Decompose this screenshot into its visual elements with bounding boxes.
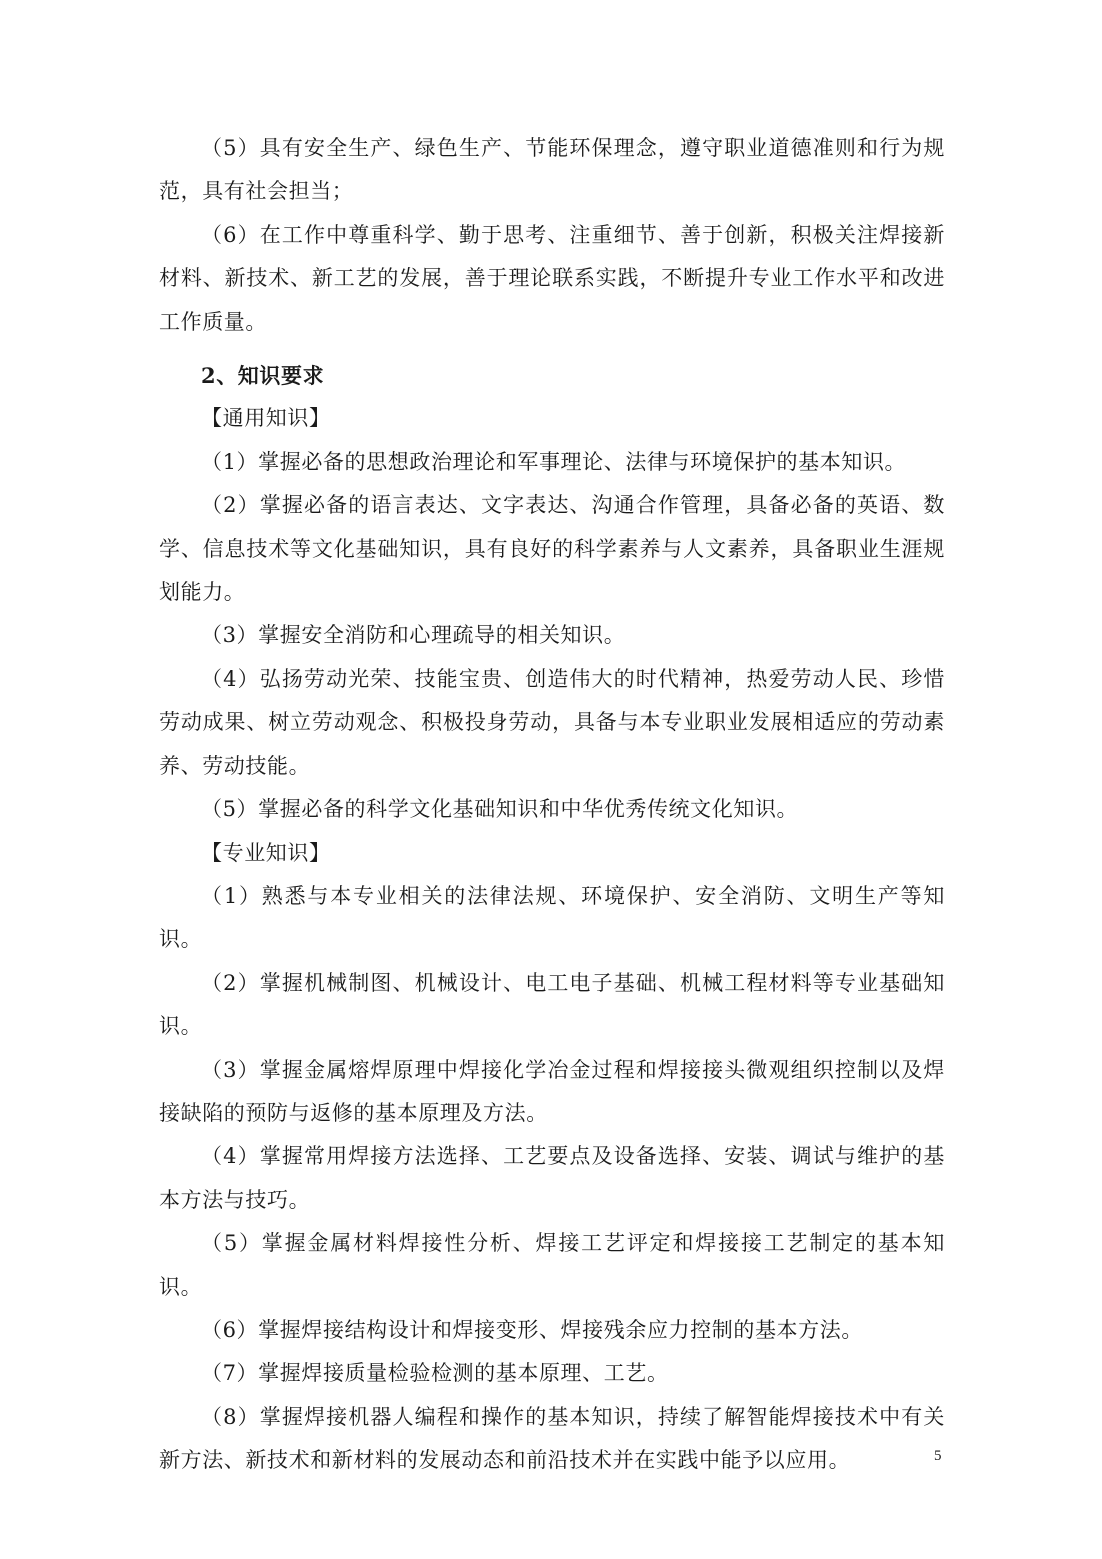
professional-knowledge-item-7: （7）掌握焊接质量检验检测的基本原理、工艺。 (201, 1361, 669, 1386)
general-knowledge-item-3: （3）掌握安全消防和心理疏导的相关知识。 (201, 623, 626, 648)
section-heading-knowledge: 2、知识要求 (201, 363, 325, 389)
professional-knowledge-label: 【专业知识】 (201, 840, 331, 865)
general-knowledge-label: 【通用知识】 (201, 406, 331, 431)
paragraph-attitude-5: （5）具有安全生产、绿色生产、节能环保理念，遵守职业道德准则和行为规范，具有社会担当； (159, 136, 945, 204)
page-number: 5 (934, 1448, 942, 1464)
professional-knowledge-item-5: （5）掌握金属材料焊接性分析、焊接工艺评定和焊接接工艺制定的基本知识。 (159, 1231, 945, 1299)
general-knowledge-item-1: （1）掌握必备的思想政治理论和军事理论、法律与环境保护的基本知识。 (201, 449, 907, 474)
general-knowledge-item-2: （2）掌握必备的语言表达、文字表达、沟通合作管理，具备必备的英语、数学、信息技术等文化基础知识，具有良好的科学素养与人文素养，具备职业生涯规划能力。 (159, 493, 945, 605)
professional-knowledge-item-6: （6）掌握焊接结构设计和焊接变形、焊接残余应力控制的基本方法。 (201, 1317, 863, 1342)
professional-knowledge-item-1: （1）熟悉与本专业相关的法律法规、环境保护、安全消防、文明生产等知识。 (159, 883, 945, 952)
paragraph-attitude-6: （6）在工作中尊重科学、勤于思考、注重细节、善于创新，积极关注焊接新材料、新技术、新工艺的发展，善于理论联系实践，不断提升专业工作水平和改进工作质量。 (159, 222, 945, 334)
page-content (159, 127, 945, 1483)
professional-knowledge-item-4: （4）掌握常用焊接方法选择、工艺要点及设备选择、安装、调试与维护的基本方法与技巧。 (159, 1144, 945, 1212)
professional-knowledge-item-2: （2）掌握机械制图、机械设计、电工电子基础、机械工程材料等专业基础知识。 (159, 970, 945, 1039)
general-knowledge-item-4: （4）弘扬劳动光荣、技能宝贵、创造伟大的时代精神，热爱劳动人民、珍惜劳动成果、树立劳动观念、积极投身劳动，具备与本专业职业发展相适应的劳动素养、劳动技能。 (159, 666, 945, 778)
professional-knowledge-item-8: （8）掌握焊接机器人编程和操作的基本知识，持续了解智能焊接技术中有关新方法、新技术和新材料的发展动态和前沿技术并在实践中能予以应用。 (159, 1404, 945, 1473)
general-knowledge-item-5: （5）掌握必备的科学文化基础知识和中华优秀传统文化知识。 (201, 797, 799, 822)
professional-knowledge-item-3: （3）掌握金属熔焊原理中焊接化学冶金过程和焊接接头微观组织控制以及焊接缺陷的预防与返修的基本原理及方法。 (159, 1057, 945, 1125)
